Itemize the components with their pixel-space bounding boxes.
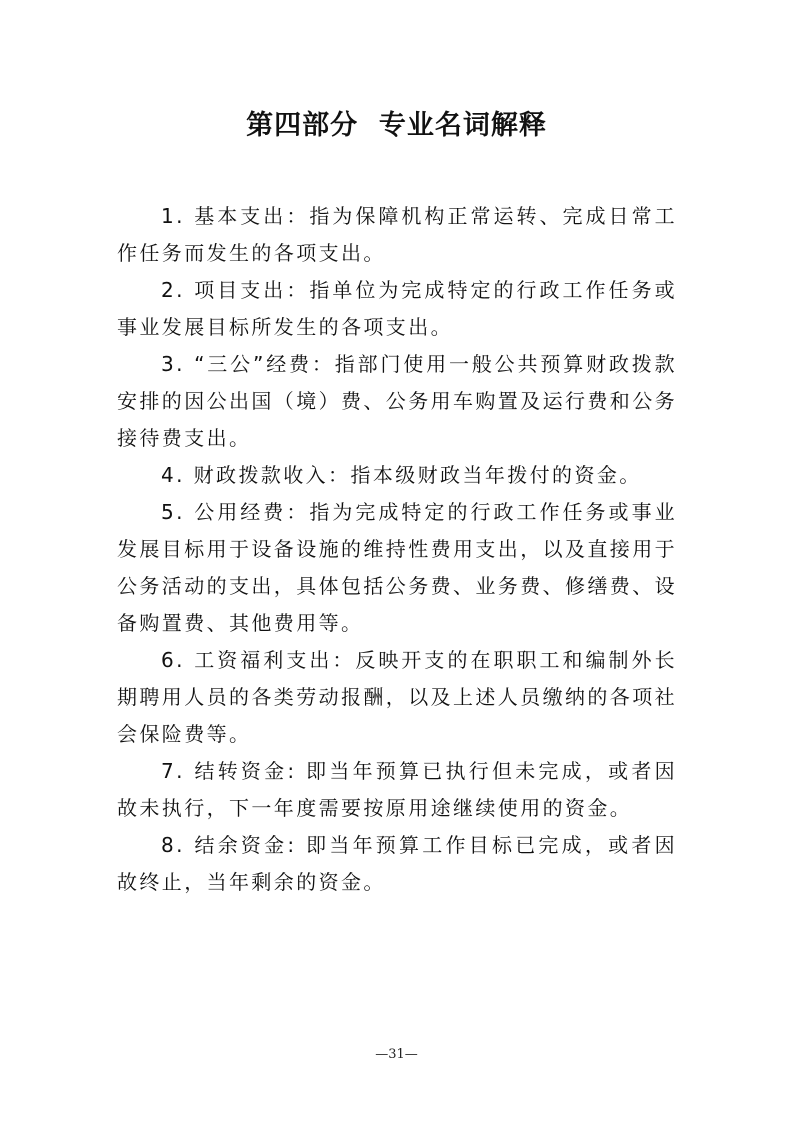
glossary-item-salary-welfare xyxy=(117,642,677,753)
glossary-item-three-public-expenses xyxy=(117,346,677,457)
glossary-definition: 指单位为完成特定的行政工作任务或事业发展目标所发生的各项支出。 xyxy=(117,278,677,339)
glossary-term: 5. 公用经费： xyxy=(161,500,310,524)
glossary-term: 1. 基本支出： xyxy=(161,204,310,228)
glossary-item-basic-expenditure xyxy=(117,198,677,272)
page-number: —31— xyxy=(375,1047,418,1062)
glossary-definition: 指为完成特定的行政工作任务或事业发展目标用于设备设施的维持性费用支出，以及直接用于公务活动的支出，具体包括公务费、业务费、修缮费、设备购置费、其他费用等。 xyxy=(117,500,677,635)
glossary-item-carryover-funds xyxy=(117,753,677,827)
glossary-item-project-expenditure xyxy=(117,272,677,346)
glossary-term: 8. 结余资金: xyxy=(161,833,297,857)
glossary-list xyxy=(117,198,677,901)
glossary-definition: 指本级财政当年拨付的资金。 xyxy=(350,463,642,487)
glossary-definition: 指部门使用一般公共预算财政拨款安排的因公出国（境）费、公务用车购置及运行费和公务接待费支出。 xyxy=(117,352,678,450)
glossary-item-public-funds xyxy=(117,494,677,642)
glossary-term: 4. 财政拨款收入： xyxy=(161,463,351,487)
glossary-definition: 指为保障机构正常运转、完成日常工作任务而发生的各项支出。 xyxy=(117,204,677,265)
glossary-item-fiscal-appropriation-income xyxy=(117,457,677,494)
glossary-term: 7. 结转资金: xyxy=(161,759,297,783)
glossary-definition: 即当年预算已执行但未完成，或者因故未执行，下一年度需要按原用途继续使用的资金。 xyxy=(117,759,677,820)
glossary-term: 3. “三公”经费： xyxy=(161,352,335,376)
glossary-term: 2. 项目支出： xyxy=(161,278,310,302)
glossary-term: 6. 工资福利支出： xyxy=(161,648,356,672)
page-title: 第四部分 专业名词解释 xyxy=(246,110,547,141)
glossary-item-surplus-funds xyxy=(117,827,677,901)
glossary-definition: 即当年预算工作目标已完成，或者因故终止，当年剩余的资金。 xyxy=(117,833,677,894)
glossary-definition: 反映开支的在职职工和编制外长期聘用人员的各类劳动报酬，以及上述人员缴纳的各项社会保险费等。 xyxy=(117,648,677,746)
